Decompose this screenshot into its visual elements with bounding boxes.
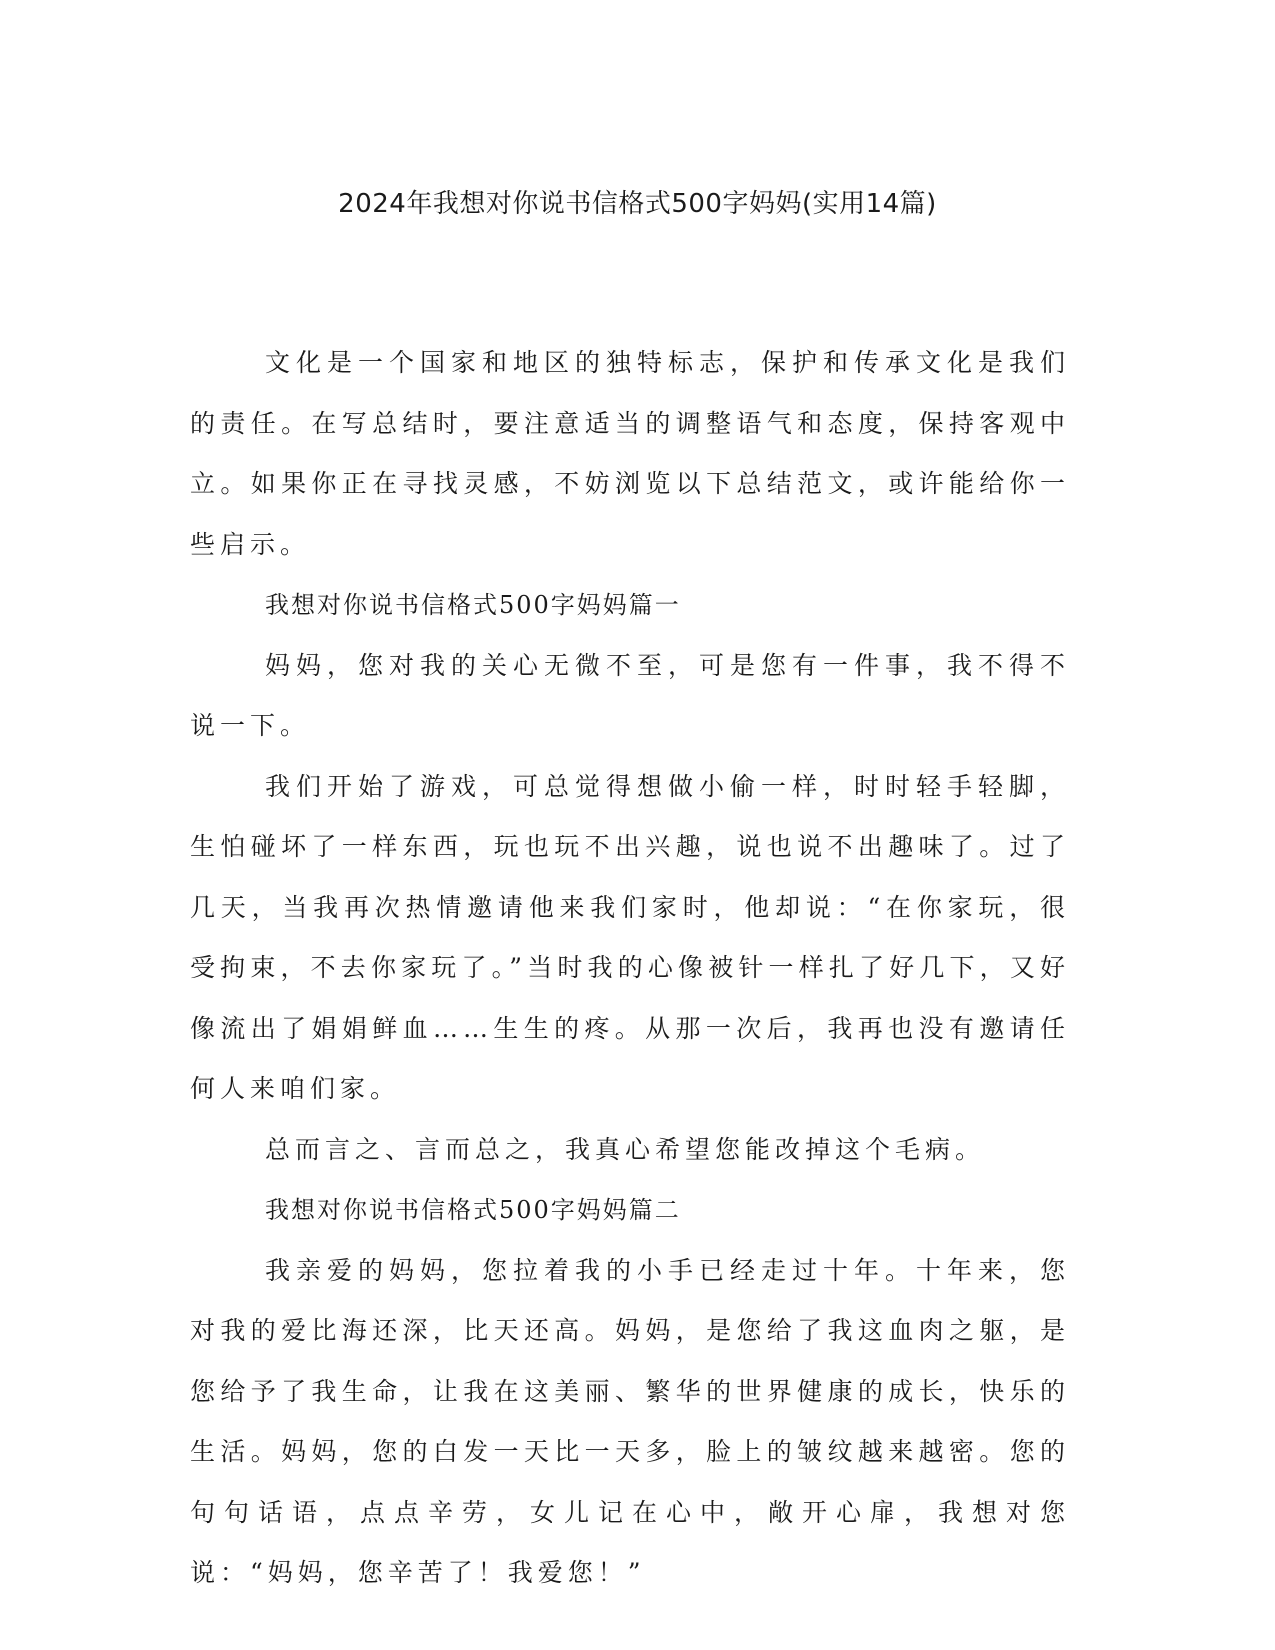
section1-paragraph-3: 总而言之、言而总之，我真心希望您能改掉这个毛病。: [265, 1134, 986, 1164]
document-body: [190, 333, 1070, 1604]
section1-paragraph-2: 我们开始了游戏，可总觉得想做小偷一样，时时轻手轻脚，生怕碰坏了一样东西，玩也玩不出兴趣，说也说不出趣味了。过了几天，当我再次热情邀请他来我们家时，他却说：“在你家玩，很受拘束，不去你家玩了。”当时我的心像被针一样扎了好几下，又好像流出了娟娟鲜血……生生的疼。从那一次后，我再也没有邀请任何人来咱们家。: [190, 771, 1070, 1103]
intro-paragraph: 文化是一个国家和地区的独特标志，保护和传承文化是我们的责任。在写总结时，要注意适当的调整语气和态度，保持客观中立。如果你正在寻找灵感，不妨浏览以下总结范文，或许能给你一些启示。: [190, 348, 1070, 559]
section2-paragraph-1: 我亲爱的妈妈，您拉着我的小手已经走过十年。十年来，您对我的爱比海还深，比天还高。妈妈，是您给了我这血肉之躯，是您给予了我生命，让我在这美丽、繁华的世界健康的成长，快乐的生活。妈妈，您的白发一天比一天多，脸上的皱纹越来越密。您的句句话语，点点辛劳，女儿记在心中，敞开心扉，我想对您说：“妈妈，您辛苦了！我爱您！”: [190, 1255, 1070, 1587]
section-heading-1: 我想对你说书信格式500字妈妈篇一: [265, 591, 681, 619]
section1-paragraph-1: 妈妈，您对我的关心无微不至，可是您有一件事，我不得不说一下。: [190, 650, 1070, 740]
document-title: 2024年我想对你说书信格式500字妈妈(实用14篇): [338, 189, 937, 219]
section-heading-2: 我想对你说书信格式500字妈妈篇二: [265, 1196, 681, 1224]
